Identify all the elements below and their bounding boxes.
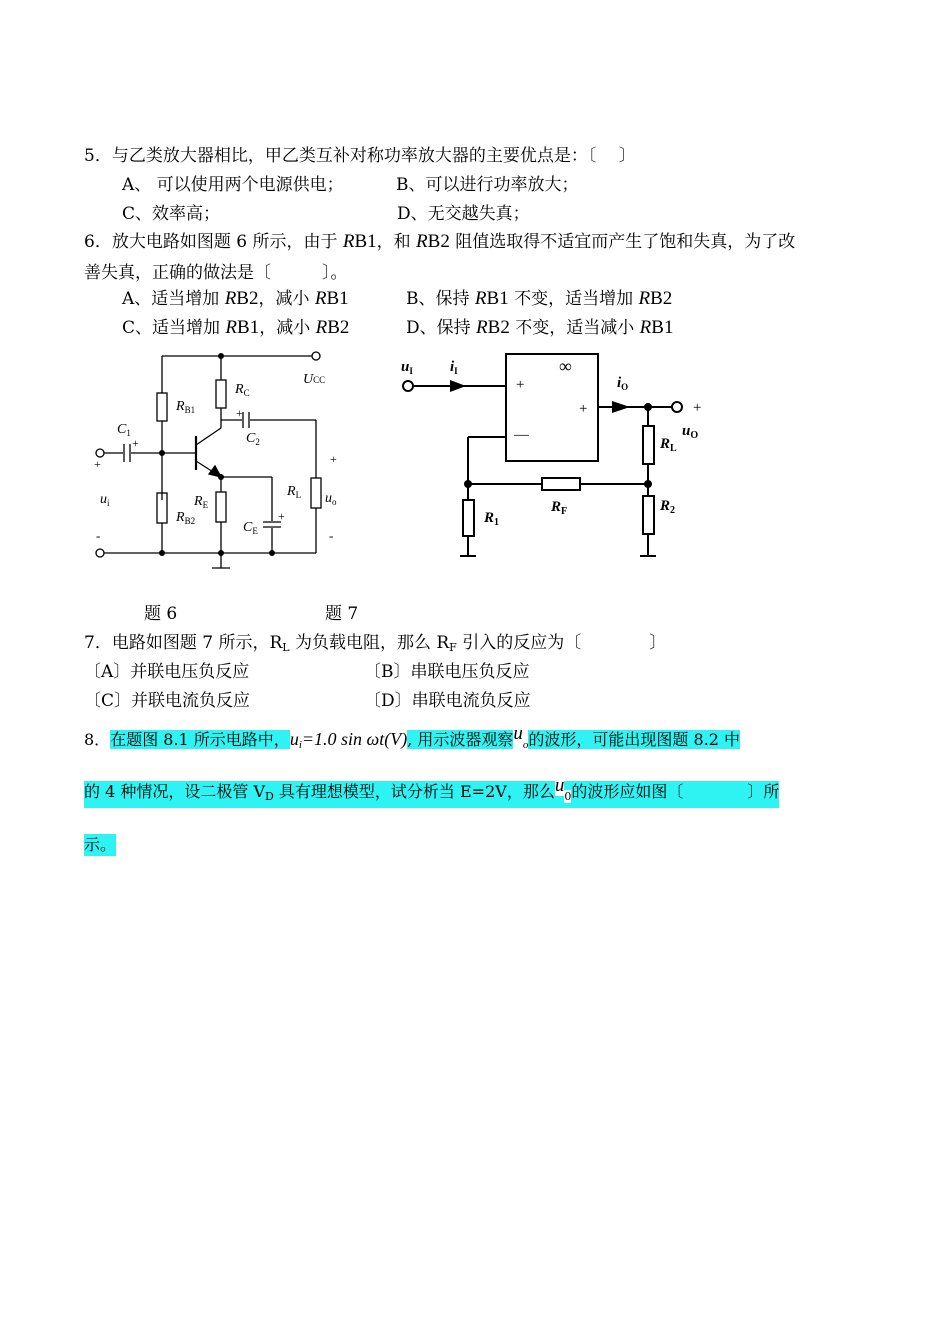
q5-option-b: B、可以进行功率放大；: [396, 175, 579, 195]
q8-line1: 8．在题图 8.1 所示电路中，$u_i=1.0$ sin ωt(V), 用示波器观察$u_o$的波形，可能出现图题 8.2 中: [84, 723, 741, 751]
q7-option-a: 〔A〕并联电压负反应: [84, 662, 250, 682]
svg-text:+: +: [516, 377, 525, 393]
q5-option-c: C、效率高；: [122, 204, 221, 224]
figure-6-amplifier-circuit: [88, 345, 358, 575]
svg-text:RF: $R_F$: [551, 499, 568, 517]
svg-text:-: -: [96, 528, 101, 543]
svg-text:iI: $i_I$: [450, 359, 458, 376]
q5-option-a: A、 可以使用两个电源供电；: [122, 175, 344, 195]
svg-text:uI: $u_I$: [401, 359, 413, 376]
figure-7-caption: 题 7: [325, 604, 359, 624]
q6-stem-line1: 6．放大电路如图题 6 所示，由于 RB1，和 RB2 阻值选取得不适宜而产生了饱和失真，为了改: [84, 231, 796, 252]
q6-option-c: C、适当增加 RB1，减小 RB2: [122, 317, 350, 338]
svg-text:C2: $C_2$: [246, 431, 260, 447]
svg-text:C1: $C_1$: [117, 422, 131, 438]
svg-text:RB1: $R_{B1}$: [176, 399, 196, 415]
svg-text:R2: $R_2$: [660, 498, 676, 516]
svg-text:uO: $u_O$: [682, 423, 699, 441]
svg-text:+: +: [330, 452, 337, 466]
svg-text:ui: $u_i$: [100, 492, 110, 508]
q7-option-c: 〔C〕并联电流负反应: [84, 691, 251, 711]
svg-text:uo: $u_o$: [325, 491, 337, 507]
svg-text:iO: $i_O$: [617, 375, 629, 392]
figure-7-opamp-circuit: [395, 345, 715, 565]
q7-option-d: 〔D〕串联电流负反应: [364, 691, 531, 711]
q7-stem: 7．电路如图题 7 所示，$R_L$ 为负载电阻，那么 $R_F$ 引入的反应为〔 〕: [84, 633, 667, 654]
q5-stem: 5．与乙类放大器相比，甲乙类互补对称功率放大器的主要优点是：〔 〕: [84, 146, 636, 166]
svg-text:RL: $R_L$: [660, 436, 677, 454]
svg-text:R1: $R_1$: [484, 510, 500, 528]
svg-text:+: +: [579, 401, 588, 417]
svg-text:-: -: [329, 528, 334, 543]
q6-option-b: B、保持 RB1 不变，适当增加 RB2: [406, 288, 673, 309]
q6-option-a: A、适当增加 RB2，减小 RB1: [122, 288, 349, 309]
svg-text:RE: $R_E$: [194, 494, 209, 510]
q6-option-d: D、保持 RB2 不变，适当减小 RB1: [406, 317, 674, 338]
svg-text:+: +: [236, 406, 243, 420]
q8-line3: 示。: [84, 835, 117, 854]
svg-text:+: +: [132, 436, 139, 450]
svg-text:—: —: [514, 427, 529, 443]
svg-text:+: +: [94, 457, 101, 471]
svg-text:UCC: UCC: [303, 372, 326, 387]
svg-text:RB2: $R_{B2}$: [176, 510, 196, 526]
svg-text:+: +: [693, 400, 702, 416]
svg-text:RC: $R_C$: [235, 382, 250, 398]
svg-text:RL: $R_L$: [287, 484, 302, 500]
q7-option-b: 〔B〕串联电压负反应: [364, 662, 530, 682]
q5-option-d: D、无交越失真；: [397, 204, 530, 224]
svg-text:+: +: [278, 509, 285, 523]
svg-text:∞: ∞: [559, 356, 572, 376]
q6-stem-line2: 善失真，正确的做法是〔 〕。: [84, 263, 348, 283]
q8-line2: 的 4 种情况，设二极管 $V_D$ 具有理想模型，试分析当 E=2V，那么$u_0$的波形应如图〔 〕所: [84, 781, 779, 808]
figure-6-caption: 题 6: [144, 604, 178, 624]
svg-text:CE: $C_E$: [243, 520, 258, 536]
